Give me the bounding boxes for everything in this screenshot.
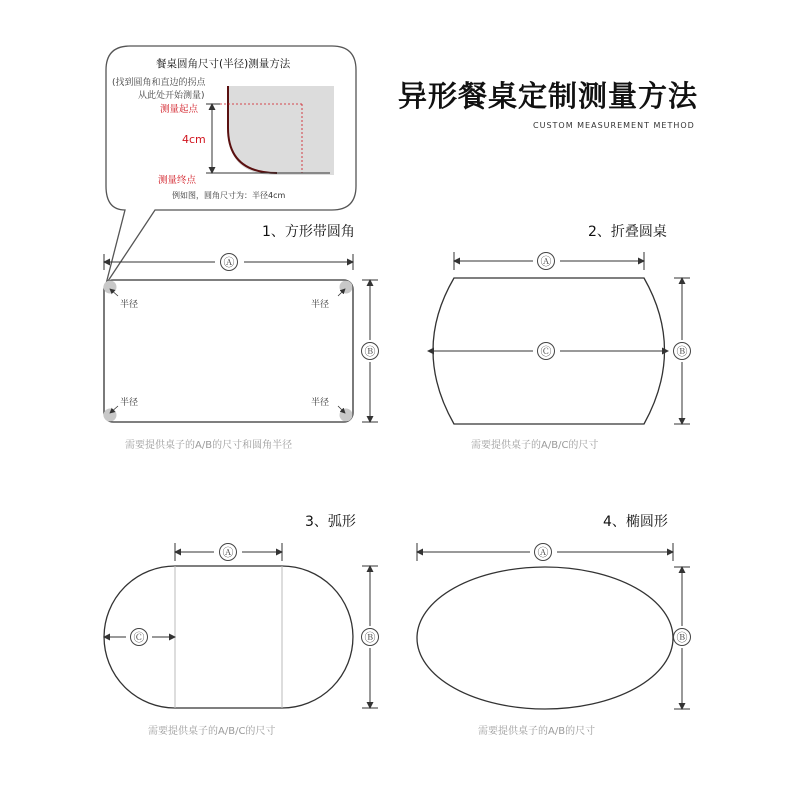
- section-1-note: 需要提供桌子的A/B的尺寸和圆角半径: [125, 440, 293, 451]
- corner-radius-label: 半径: [120, 398, 139, 408]
- shape-arc-table: [104, 543, 378, 708]
- dimension-b-label: Ⓑ: [361, 628, 379, 646]
- section-3-title: 3、弧形: [305, 514, 356, 530]
- page-subtitle: CUSTOM MEASUREMENT METHOD: [533, 121, 695, 130]
- page-title: 异形餐桌定制测量方法: [398, 79, 699, 113]
- dimension-b-label: Ⓑ: [673, 342, 691, 360]
- dimension-c-label: Ⓒ: [537, 342, 555, 360]
- section-1-title: 1、方形带圆角: [262, 224, 355, 240]
- corner-radius-label: 半径: [311, 300, 330, 310]
- dimension-b-label: Ⓑ: [361, 342, 379, 360]
- dimension-a-label: Ⓐ: [537, 252, 555, 270]
- corner-radius-label: 半径: [311, 398, 330, 408]
- corner-radius-label: 半径: [120, 300, 139, 310]
- dimension-b-label: Ⓑ: [673, 628, 691, 646]
- measure-start-label: 测量起点: [160, 104, 199, 115]
- section-4-title: 4、椭圆形: [603, 514, 668, 530]
- dimension-a-label: Ⓐ: [219, 543, 237, 561]
- dimension-c-label: Ⓒ: [130, 628, 148, 646]
- section-3-note: 需要提供桌子的A/B/C的尺寸: [148, 726, 276, 737]
- section-2-title: 2、折叠圆桌: [588, 224, 667, 240]
- callout-title: 餐桌圆角尺寸(半径)测量方法: [156, 58, 291, 70]
- shape-ellipse-table: [417, 543, 690, 709]
- callout-hint-line2: 从此处开始测量): [138, 91, 205, 101]
- section-2-note: 需要提供桌子的A/B/C的尺寸: [471, 440, 599, 451]
- callout-example: 例如图，圆角尺寸为：半径4cm: [172, 191, 286, 200]
- measure-end-label: 测量终点: [158, 175, 197, 186]
- callout-hint-line1: (找到圆角和直边的拐点: [112, 78, 206, 88]
- measure-length-label: 4cm: [182, 133, 206, 146]
- dimension-a-label: Ⓐ: [534, 543, 552, 561]
- section-4-note: 需要提供桌子的A/B的尺寸: [478, 726, 596, 737]
- shape-rounded-rect: [104, 254, 379, 422]
- corner-sample: [228, 86, 334, 175]
- dimension-a-label: Ⓐ: [220, 253, 238, 271]
- shape-folding-table: [428, 252, 690, 424]
